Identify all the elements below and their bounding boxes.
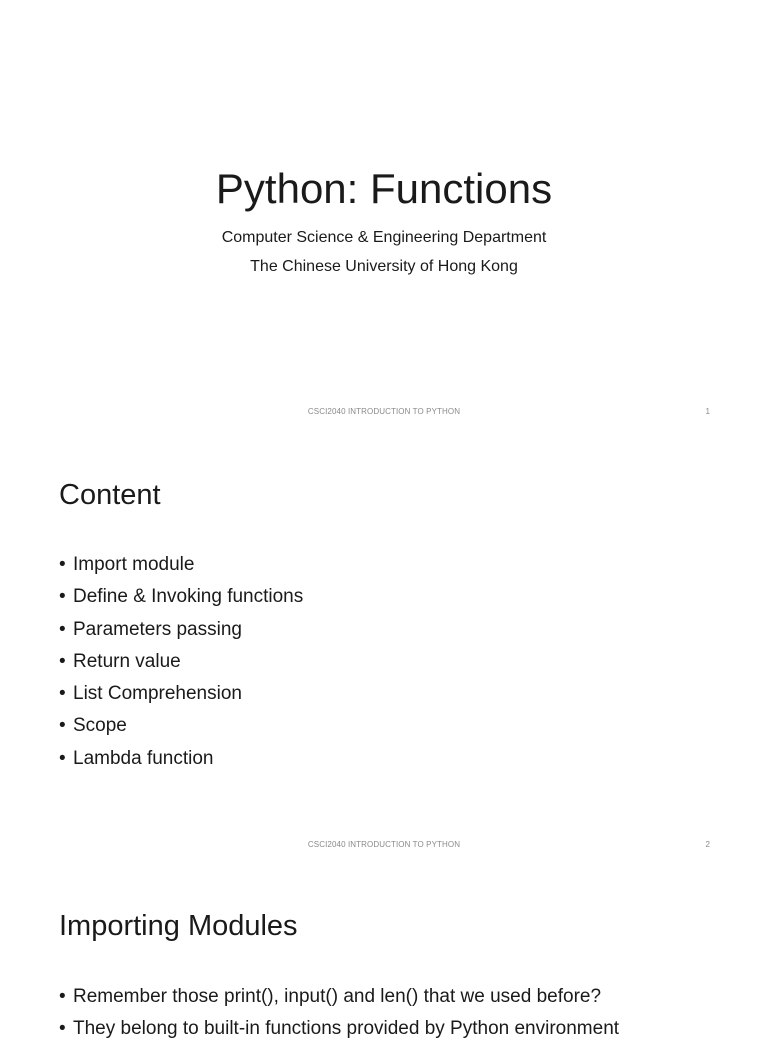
title-slide — [0, 0, 768, 433]
bullet-item: • Return value — [59, 646, 303, 678]
bullet-item: • Define & Invoking functions — [59, 581, 303, 613]
slide-page-number: 2 — [705, 840, 710, 849]
bullet-dot-icon: • — [59, 747, 66, 769]
bullet-dot-icon: • — [59, 986, 66, 1007]
slide-title: Python: Functions — [215, 165, 553, 212]
bullet-item: • List Comprehension — [59, 678, 303, 710]
bullet-item: • Parameters passing — [59, 614, 303, 646]
bullet-dot-icon: • — [59, 586, 66, 608]
bullet-list — [59, 549, 303, 775]
bullet-dot-icon: • — [59, 1018, 66, 1040]
slide-title: Importing Modules — [59, 910, 298, 942]
bullet-dot-icon: • — [59, 683, 66, 705]
bullet-item: • Import module — [59, 549, 303, 581]
bullet-list — [59, 981, 619, 1046]
slide-title: Content — [59, 479, 161, 511]
content-slide — [0, 433, 768, 866]
subtitle-department: Computer Science & Engineering Department — [221, 229, 547, 246]
bullet-item: • They belong to built-in functions provided by Python environment — [59, 1013, 619, 1045]
bullet-dot-icon: • — [59, 618, 66, 640]
slide-footer: CSCI2040 INTRODUCTION TO PYTHON — [307, 407, 461, 416]
bullet-item: • Remember those print(), input() and len() that we used before? — [59, 981, 619, 1013]
bullet-dot-icon: • — [59, 650, 66, 672]
slide-footer: CSCI2040 INTRODUCTION TO PYTHON — [307, 840, 461, 849]
bullet-dot-icon: • — [59, 554, 66, 575]
bullet-item: • Scope — [59, 710, 303, 742]
bullet-item: • Lambda function — [59, 743, 303, 775]
slide-page-number: 1 — [705, 407, 710, 416]
importing-modules-slide — [0, 866, 768, 1040]
subtitle-university: The Chinese University of Hong Kong — [250, 258, 518, 275]
bullet-dot-icon: • — [59, 715, 66, 737]
